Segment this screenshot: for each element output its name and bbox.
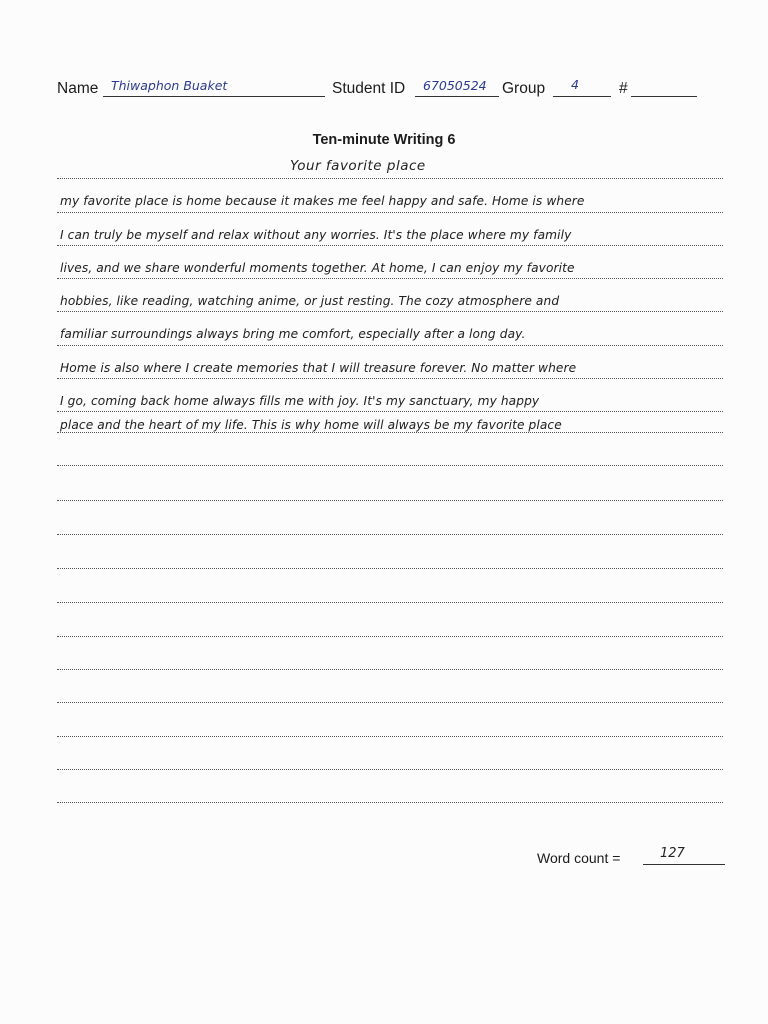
group-value: 4 xyxy=(571,77,579,92)
word-count-label: Word count = xyxy=(537,850,621,866)
student-id-value: 67050524 xyxy=(423,78,487,93)
ruled-line xyxy=(57,802,723,803)
essay-line: lives, and we share wonderful moments together. At home, I can enjoy my favorite xyxy=(60,261,575,275)
essay-line: my favorite place is home because it makes me feel happy and safe. Home is where xyxy=(60,194,585,208)
name-blank xyxy=(103,96,325,97)
ruled-line xyxy=(57,769,723,770)
word-count-value: 127 xyxy=(660,846,685,861)
ruled-line xyxy=(57,534,723,535)
ruled-line xyxy=(57,669,723,670)
student-id-label: Student ID xyxy=(332,80,406,97)
ruled-line xyxy=(57,636,723,637)
page-title: Ten-minute Writing 6 xyxy=(312,132,456,148)
ruled-line xyxy=(57,432,723,433)
essay-line: hobbies, like reading, watching anime, or just resting. The cozy atmosphere and xyxy=(60,294,560,308)
word-count-blank xyxy=(643,864,725,865)
ruled-line xyxy=(57,702,723,703)
ruled-line xyxy=(57,736,723,737)
ruled-line xyxy=(57,212,723,213)
group-blank xyxy=(553,96,611,97)
group-label: Group xyxy=(502,80,546,97)
number-label: # xyxy=(619,80,628,97)
essay-line: place and the heart of my life. This is why home will always be my favorite place xyxy=(60,418,562,432)
essay-line: I go, coming back home always fills me with joy. It's my sanctuary, my happy xyxy=(60,394,540,408)
ruled-line xyxy=(57,465,723,466)
essay-line: I can truly be myself and relax without any worries. It's the place where my family xyxy=(60,228,572,242)
ruled-line xyxy=(57,245,723,246)
name-label: Name xyxy=(57,80,99,97)
ruled-line xyxy=(57,345,723,346)
number-blank xyxy=(631,96,697,97)
ruled-line xyxy=(57,568,723,569)
essay-topic: Your favorite place xyxy=(290,158,426,174)
ruled-line xyxy=(57,411,723,412)
ruled-line xyxy=(57,178,723,179)
ruled-line xyxy=(57,311,723,312)
essay-line: Home is also where I create memories that I will treasure forever. No matter where xyxy=(60,361,577,375)
ruled-line xyxy=(57,602,723,603)
ruled-line xyxy=(57,378,723,379)
ruled-line xyxy=(57,278,723,279)
student-id-blank xyxy=(415,96,499,97)
ruled-line xyxy=(57,500,723,501)
essay-line: familiar surroundings always bring me comfort, especially after a long day. xyxy=(60,327,526,341)
name-value: Thiwaphon Buaket xyxy=(111,78,228,93)
header-row xyxy=(57,76,717,100)
